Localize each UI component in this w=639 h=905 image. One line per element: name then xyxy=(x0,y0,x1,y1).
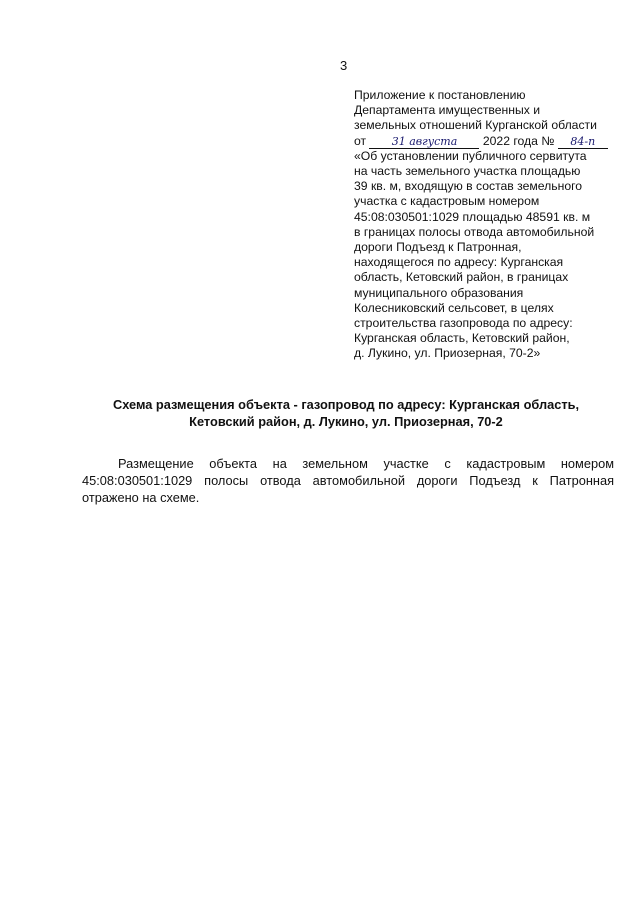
date-prefix: от xyxy=(354,133,367,148)
annex-line: земельных отношений Курганской области xyxy=(354,118,597,133)
scheme-title-line: Кетовский район, д. Лукино, ул. Приозерная, 70-2 xyxy=(189,414,503,429)
handwritten-date: 31 августа xyxy=(369,136,479,149)
handwritten-number: 84-п xyxy=(558,136,608,149)
scheme-title-line: Схема размещения объекта - газопровод по адресу: Курганская область, xyxy=(112,397,580,412)
annex-line: Курганская область, Кетовский район, xyxy=(354,331,570,346)
annex-date-line xyxy=(354,134,616,149)
annex-line: Приложение к постановлению xyxy=(354,88,526,102)
annex-line: в границах полосы отвода автомобильной xyxy=(354,224,595,239)
annex-line: строительства газопровода по адресу: xyxy=(354,316,573,331)
annex-line: область, Кетовский район, в границах xyxy=(354,270,569,285)
body-paragraph xyxy=(82,455,614,506)
body-line: отражено на схеме. xyxy=(82,490,200,505)
annex-line: муниципального образования xyxy=(354,285,524,300)
scheme-title xyxy=(90,396,602,430)
body-line: Размещение объекта на земельном участке с кадастровым номером xyxy=(118,456,614,471)
annex-line: «Об установлении публичного сервитута xyxy=(354,148,587,163)
annex-line: на часть земельного участка площадью xyxy=(354,164,581,179)
annex-header xyxy=(354,88,616,362)
annex-line: дороги Подъезд к Патронная, xyxy=(354,240,522,255)
annex-line: Департамента имущественных и xyxy=(354,103,541,118)
annex-line: Колесниковский сельсовет, в целях xyxy=(354,300,554,315)
annex-line: д. Лукино, ул. Приозерная, 70-2» xyxy=(354,346,541,361)
year-text: 2022 года № xyxy=(482,133,555,148)
annex-line: участка с кадастровым номером xyxy=(354,194,540,209)
page-number: 3 xyxy=(340,58,348,73)
annex-line: 39 кв. м, входящую в состав земельного xyxy=(354,179,583,194)
annex-line: 45:08:030501:1029 площадью 48591 кв. м xyxy=(354,209,591,224)
body-line: 45:08:030501:1029 полосы отвода автомобильной дороги Подъезд к Патронная xyxy=(82,473,614,488)
annex-line: находящегося по адресу: Курганская xyxy=(354,255,564,270)
